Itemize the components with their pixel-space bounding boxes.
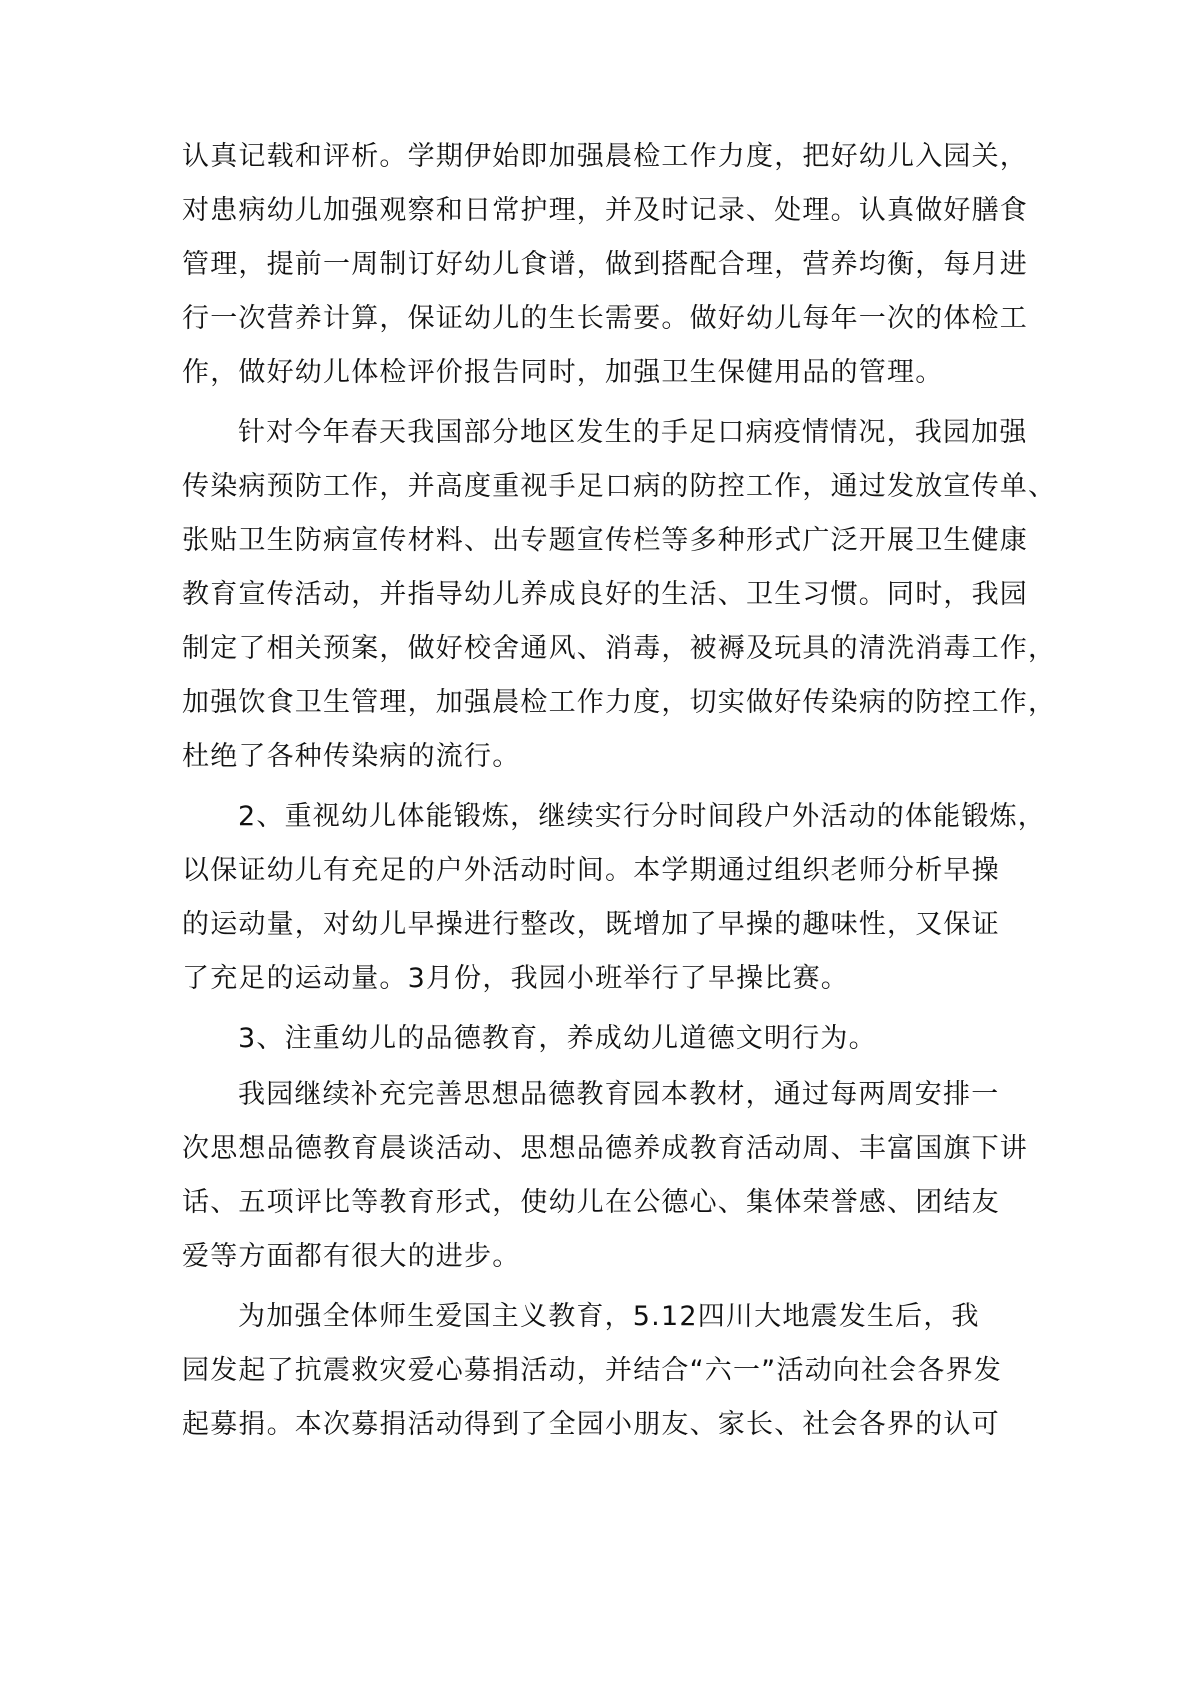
text-line: 了充足的运动量。3月份，我园小班举行了早操比赛。 [182,963,849,994]
text-line: 行一次营养计算，保证幼儿的生长需要。做好幼儿每年一次的体检工 [182,303,1028,334]
text-line: 加强饮食卫生管理，加强晨检工作力度，切实做好传染病的防控工作， [182,687,1057,718]
text-line: 次思想品德教育晨谈活动、思想品德养成教育活动周、丰富国旗下讲 [182,1133,1028,1164]
text-line: 传染病预防工作，并高度重视手足口病的防控工作，通过发放宣传单、 [182,471,1057,502]
paragraph-first-line: 我园继续补充完善思想品德教育园本教材，通过每两周安排一 [238,1079,1000,1110]
paragraph-first-line: 2、重视幼儿体能锻炼，继续实行分时间段户外活动的体能锻炼， [238,801,1046,832]
text-line: 张贴卫生防病宣传材料、出专题宣传栏等多种形式广泛开展卫生健康 [182,525,1028,556]
paragraph-first-line: 针对今年春天我国部分地区发生的手足口病疫情情况，我园加强 [238,417,1028,448]
text-line: 认真记载和评析。学期伊始即加强晨检工作力度，把好幼儿入园关， [182,141,1028,172]
text-line: 作，做好幼儿体检评价报告同时，加强卫生保健用品的管理。 [182,357,944,388]
text-line: 的运动量，对幼儿早操进行整改，既增加了早操的趣味性，又保证 [182,909,1000,940]
text-line: 制定了相关预案，做好校舍通风、消毒，被褥及玩具的清洗消毒工作， [182,633,1057,664]
text-line: 管理，提前一周制订好幼儿食谱，做到搭配合理，营养均衡，每月进 [182,249,1028,280]
text-line: 起募捐。本次募捐活动得到了全园小朋友、家长、社会各界的认可 [182,1409,1000,1440]
text-line: 园发起了抗震救灾爱心募捐活动，并结合“六一”活动向社会各界发 [182,1355,1002,1386]
paragraph-first-line: 为加强全体师生爱国主义教育，5.12四川大地震发生后，我 [238,1301,980,1332]
text-line: 以保证幼儿有充足的户外活动时间。本学期通过组织老师分析早操 [182,855,1000,886]
paragraph-first-line: 3、注重幼儿的品德教育，养成幼儿道德文明行为。 [238,1023,877,1054]
text-line: 话、五项评比等教育形式，使幼儿在公德心、集体荣誉感、团结友 [182,1187,1000,1218]
text-line: 对患病幼儿加强观察和日常护理，并及时记录、处理。认真做好膳食 [182,195,1028,226]
text-line: 教育宣传活动，并指导幼儿养成良好的生活、卫生习惯。同时，我园 [182,579,1028,610]
text-line: 杜绝了各种传染病的流行。 [182,741,521,772]
text-line: 爱等方面都有很大的进步。 [182,1241,521,1272]
